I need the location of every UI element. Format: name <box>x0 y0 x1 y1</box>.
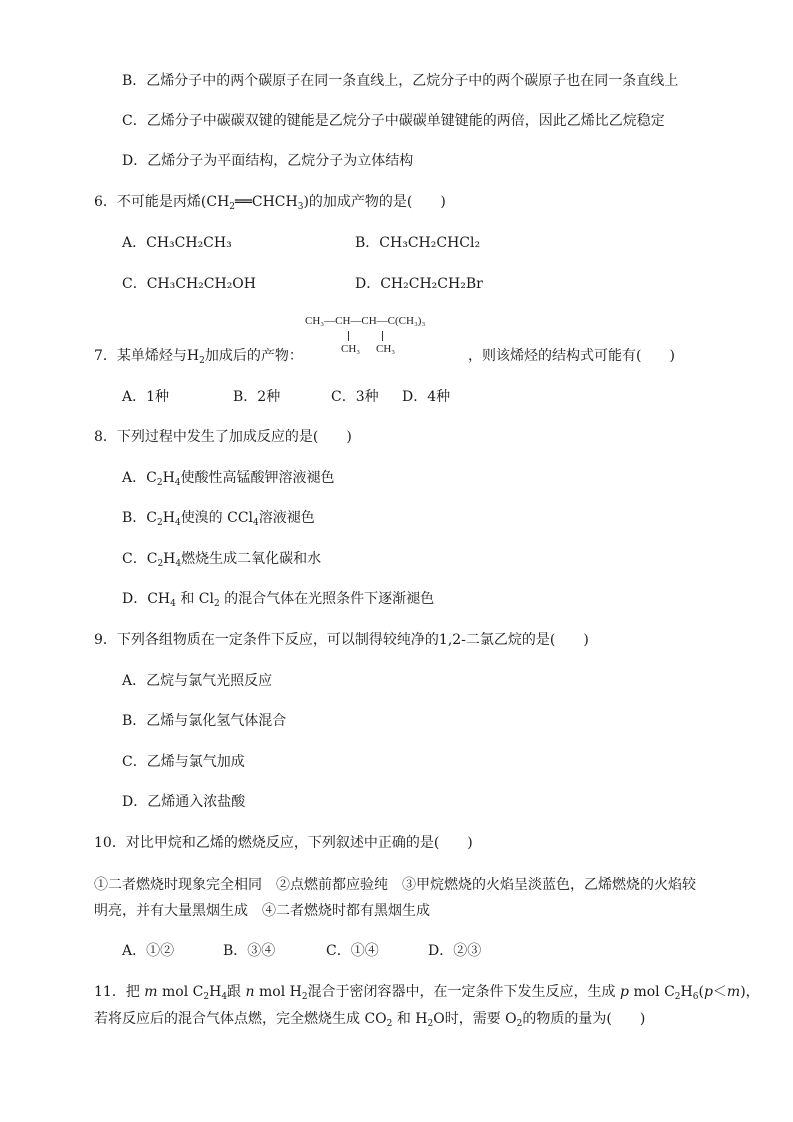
q7-stem-suffix: ，则该烯烃的结构式可能有( ) <box>468 348 675 364</box>
q6-option-b: B．CH₃CH₂CHCl₂ <box>355 235 481 251</box>
q10-option-c: C．①④ <box>326 943 379 959</box>
q7-stem-prefix: 7．某单烯烃与$H_2$加成后的产物： <box>94 348 303 366</box>
structural-formula <box>305 315 475 357</box>
q6-option-c: C．CH₃CH₂CH₂OH <box>122 276 256 292</box>
q9-stem: 9．下列各组物质在一定条件下反应，可以制得较纯净的1,2-二氯乙烷的是( ) <box>94 632 589 648</box>
q10-option-a: A．①② <box>122 943 175 959</box>
q10-stem: 10．对比甲烷和乙烯的燃烧反应，下列叙述中正确的是( ) <box>94 835 473 851</box>
q9-option-a: A．乙烷与氯气光照反应 <box>122 673 273 689</box>
q8-option-c: C．$C_2H_4$燃烧生成二氧化碳和水 <box>122 551 322 569</box>
q6-stem: 6．不可能是丙烯$(CH_2══CHCH_3)$的加成产物的是( ) <box>94 194 446 212</box>
q7-option-d: D．4种 <box>402 389 451 405</box>
q6-option-a: A．CH₃CH₂CH₃ <box>122 235 232 251</box>
q11-stem-line-1: 11．把 m mol $C_2H_4$跟 n mol $H_2$混合于密闭容器中，在一定条件下发生反应，生成 p mol $C_2H_6(p<m)$， <box>94 984 760 1002</box>
formula-branch-bond-2 <box>382 331 383 341</box>
q10-option-d: D．②③ <box>428 943 482 959</box>
q10-statement-line-2: 明亮，并有大量黑烟生成 ④二者燃烧时都有黑烟生成 <box>94 903 430 919</box>
formula-branch-bond-1 <box>348 331 349 341</box>
formula-branch-2: CH₃ <box>376 343 396 355</box>
q5-option-c: C．乙烯分子中碳碳双键的键能是乙烷分子中碳碳单键键能的两倍，因此乙烯比乙烷稳定 <box>122 113 665 129</box>
double-bond-sign: ══ <box>235 194 252 210</box>
q8-option-d: D．$CH_4$ 和 $Cl_2$ 的混合气体在光照条件下逐渐褪色 <box>122 591 435 609</box>
q8-stem: 8．下列过程中发生了加成反应的是( ) <box>94 429 352 445</box>
q7-option-a: A．1种 <box>122 389 170 405</box>
formula-main-chain: CH₃—CH—CH—C(CH₃)₃ <box>305 315 426 327</box>
q5-option-b: B．乙烯分子中的两个碳原子在同一条直线上，乙烷分子中的两个碳原子也在同一条直线上 <box>122 73 679 89</box>
q10-statement-line-1: ①二者燃烧时现象完全相同 ②点燃前都应验纯 ③甲烷燃烧的火焰呈淡蓝色，乙烯燃烧的火焰较 <box>94 877 696 893</box>
q9-option-d: D．乙烯通入浓盐酸 <box>122 794 246 810</box>
q9-option-c: C．乙烯与氯气加成 <box>122 754 245 770</box>
q9-option-b: B．乙烯与氯化氢气体混合 <box>122 713 287 729</box>
q8-option-a: A．$C_2H_4$使酸性高锰酸钾溶液褪色 <box>122 470 335 488</box>
formula-branch-1: CH₃ <box>341 343 361 355</box>
q8-option-b: B．$C_2H_4$使溴的 CCl$_4$溶液褪色 <box>122 510 315 528</box>
q7-option-b: B．2种 <box>233 389 281 405</box>
q7-option-c: C．3种 <box>331 389 379 405</box>
q10-option-b: B．③④ <box>223 943 276 959</box>
q6-option-d: D．CH₂CH₂CH₂Br <box>355 276 483 292</box>
q11-stem-line-2: 若将反应后的混合气体点燃，完全燃烧生成 $CO_2$ 和 $H_2O$时，需要 $O_2$的物质的量为( ) <box>94 1011 646 1029</box>
q5-option-d: D．乙烯分子为平面结构，乙烷分子为立体结构 <box>122 153 414 169</box>
